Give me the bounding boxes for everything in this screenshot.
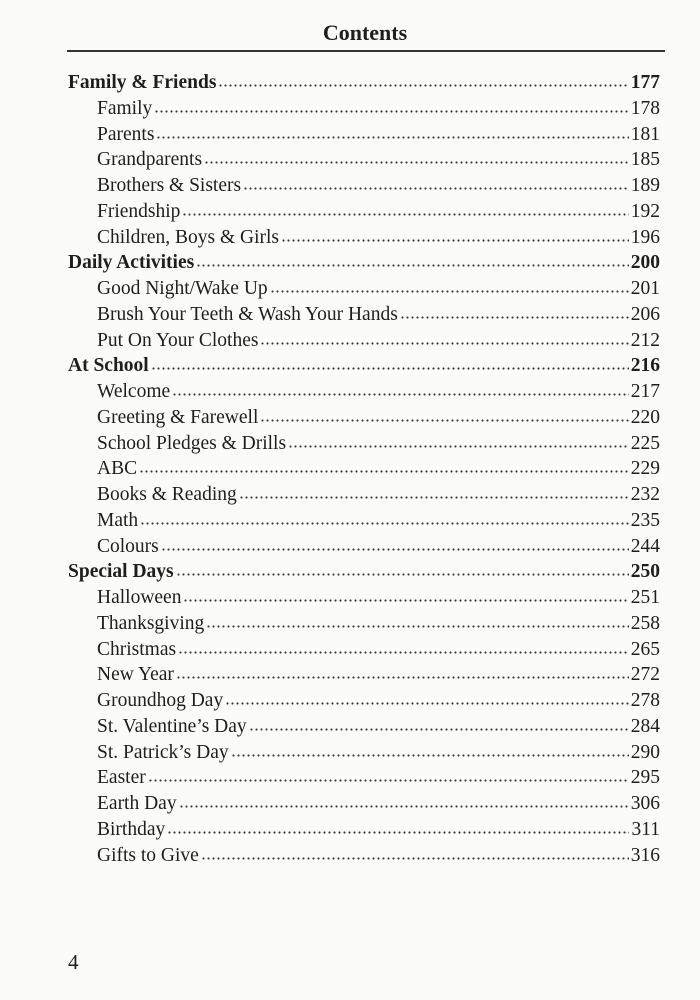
entry-label: Family & Friends	[68, 72, 217, 93]
toc-item[interactable]	[68, 405, 660, 431]
dot-leader	[178, 649, 629, 655]
page-number: 4	[68, 950, 79, 974]
toc-item[interactable]	[68, 817, 660, 843]
entry-page: 185	[630, 149, 660, 171]
entry-label: Children, Boys & Girls	[97, 226, 280, 248]
entry-label: Put On Your Clothes	[97, 329, 259, 351]
toc-item[interactable]	[68, 302, 660, 328]
toc-item[interactable]	[68, 585, 660, 611]
toc-item[interactable]	[68, 611, 660, 637]
entry-page: 258	[630, 612, 660, 634]
toc-item[interactable]	[68, 534, 660, 560]
toc-section[interactable]	[68, 250, 660, 276]
toc-item[interactable]	[68, 96, 660, 122]
toc-item[interactable]	[68, 791, 660, 817]
entry-label: School Pledges & Drills	[97, 432, 287, 454]
dot-leader	[239, 494, 629, 500]
dot-leader	[231, 752, 629, 758]
entry-label: ABC	[97, 458, 138, 480]
toc-item[interactable]	[68, 637, 660, 663]
toc-item[interactable]	[68, 122, 660, 148]
dot-leader	[179, 803, 629, 809]
toc-item[interactable]	[68, 225, 660, 251]
entry-label: Gifts to Give	[97, 844, 199, 866]
entry-label: Christmas	[97, 638, 177, 660]
dot-leader	[172, 391, 629, 397]
entry-label: Parents	[97, 123, 155, 145]
dot-leader	[260, 417, 628, 423]
entry-page: 311	[631, 818, 660, 840]
dot-leader	[249, 726, 629, 732]
toc-item[interactable]	[68, 688, 660, 714]
entry-page: 216	[630, 355, 660, 377]
entry-label: Good Night/Wake Up	[97, 278, 268, 299]
entry-page: 265	[630, 638, 660, 660]
entry-page: 295	[630, 767, 660, 789]
entry-label: Birthday	[97, 818, 166, 840]
dot-leader	[151, 365, 629, 371]
entry-label: Math	[97, 509, 139, 531]
entry-page: 196	[630, 226, 660, 248]
toc-item[interactable]	[68, 740, 660, 766]
entry-label: Brush Your Teeth & Wash Your Hands	[97, 303, 398, 325]
entry-page: 250	[630, 561, 660, 583]
toc-item[interactable]	[68, 199, 660, 225]
toc-item[interactable]	[68, 662, 660, 688]
dot-leader	[183, 597, 628, 603]
entry-page: 200	[630, 252, 660, 274]
toc-section[interactable]	[68, 70, 660, 96]
entry-label: Welcome	[97, 381, 171, 402]
entry-label: Grandparents	[97, 149, 203, 171]
entry-page: 272	[630, 664, 660, 686]
entry-label: Colours	[97, 535, 159, 557]
title-rule	[67, 50, 665, 52]
entry-page: 316	[630, 844, 660, 866]
entry-page: 189	[630, 175, 660, 196]
entry-page: 235	[630, 509, 660, 531]
dot-leader	[156, 134, 628, 140]
toc-section[interactable]	[68, 353, 660, 379]
entry-page: 225	[630, 432, 660, 454]
entry-page: 177	[630, 72, 660, 93]
entry-page: 244	[630, 535, 660, 557]
entry-page: 181	[630, 123, 660, 145]
entry-page: 284	[630, 715, 660, 737]
toc-item[interactable]	[68, 147, 660, 173]
entry-page: 206	[630, 303, 660, 325]
toc-item[interactable]	[68, 379, 660, 405]
dot-leader	[243, 185, 629, 191]
dot-leader	[196, 262, 629, 268]
dot-leader	[167, 829, 629, 835]
toc-item[interactable]	[68, 276, 660, 302]
dot-leader	[148, 777, 629, 783]
entry-page: 251	[630, 587, 660, 608]
toc-item[interactable]	[68, 714, 660, 740]
dot-leader	[182, 211, 628, 217]
dot-leader	[218, 82, 628, 88]
dot-leader	[154, 108, 628, 114]
entry-label: New Year	[97, 664, 174, 686]
toc-item[interactable]	[68, 431, 660, 457]
entry-page: 201	[630, 278, 660, 299]
entry-page: 278	[630, 690, 660, 711]
entry-page: 290	[630, 741, 660, 763]
entry-label: Easter	[97, 767, 146, 789]
entry-page: 306	[630, 793, 660, 814]
dot-leader	[225, 700, 629, 706]
entry-page: 192	[630, 200, 660, 222]
entry-label: Brothers & Sisters	[97, 175, 242, 196]
entry-page: 232	[630, 484, 660, 505]
dot-leader	[139, 468, 629, 474]
entry-label: Greeting & Farewell	[97, 406, 259, 428]
dot-leader	[201, 855, 629, 861]
toc-item[interactable]	[68, 765, 660, 791]
toc-item[interactable]	[68, 456, 660, 482]
dot-leader	[400, 314, 629, 320]
dot-leader	[281, 237, 629, 243]
dot-leader	[270, 288, 629, 294]
dot-leader	[260, 340, 628, 346]
entry-label: At School	[68, 355, 149, 377]
entry-label: Thanksgiving	[97, 612, 205, 634]
dot-leader	[176, 571, 629, 577]
entry-label: Special Days	[68, 561, 174, 583]
toc-item[interactable]	[68, 328, 660, 354]
toc-item[interactable]	[68, 843, 660, 869]
toc-item[interactable]	[68, 482, 660, 508]
entry-label: Family	[97, 97, 153, 119]
entry-page: 220	[630, 406, 660, 428]
dot-leader	[140, 520, 629, 526]
entry-label: Friendship	[97, 200, 181, 222]
entry-label: Halloween	[97, 587, 182, 608]
entry-label: Groundhog Day	[97, 690, 224, 711]
entry-page: 178	[630, 97, 660, 119]
dot-leader	[176, 674, 629, 680]
table-of-contents	[68, 70, 660, 868]
entry-label: Earth Day	[97, 793, 177, 814]
entry-label: St. Patrick’s Day	[97, 741, 229, 763]
dot-leader	[288, 443, 629, 449]
entry-page: 217	[630, 381, 660, 402]
entry-label: Books & Reading	[97, 484, 237, 505]
page-title: Contents	[322, 20, 408, 45]
dot-leader	[206, 623, 629, 629]
entry-label: St. Valentine’s Day	[97, 715, 247, 737]
dot-leader	[161, 546, 629, 552]
toc-section[interactable]	[68, 559, 660, 585]
toc-item[interactable]	[68, 173, 660, 199]
dot-leader	[204, 159, 629, 165]
entry-page: 212	[630, 329, 660, 351]
entry-page: 229	[630, 458, 660, 480]
toc-item[interactable]	[68, 508, 660, 534]
entry-label: Daily Activities	[68, 252, 195, 274]
